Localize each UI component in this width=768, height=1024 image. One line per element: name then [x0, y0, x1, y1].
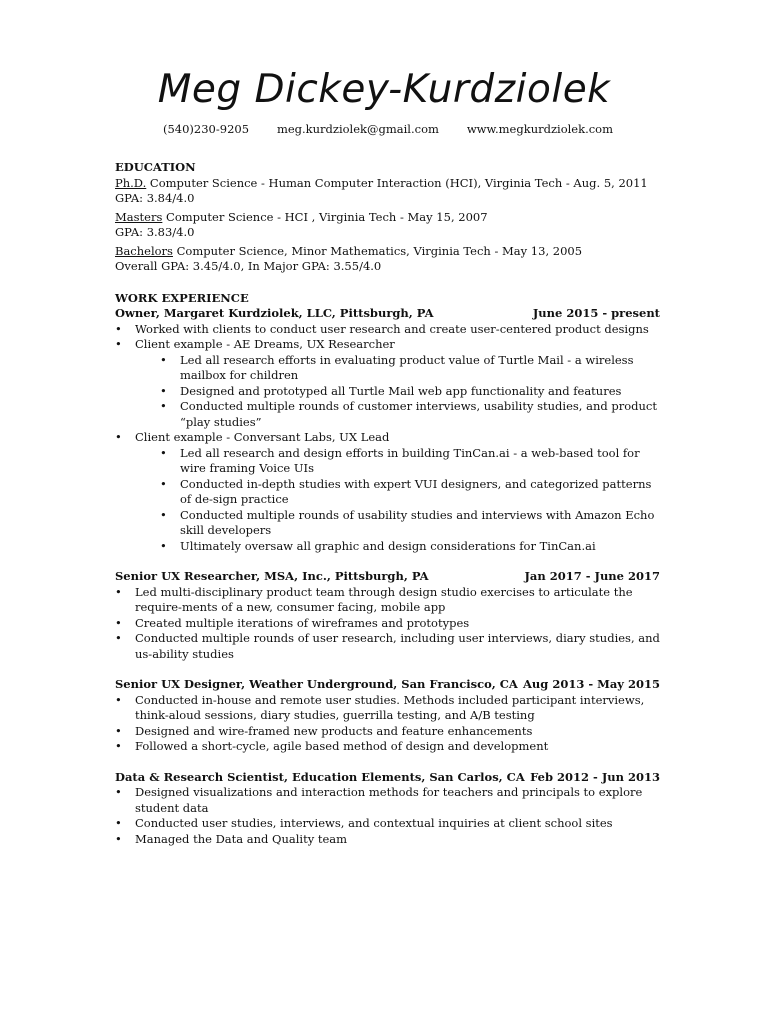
sub-bullet-item [115, 399, 660, 430]
sub-bullet-item [115, 353, 660, 384]
degree-name: Masters [115, 209, 163, 224]
bullet-item [115, 724, 660, 740]
bullet-marker: • [160, 383, 167, 398]
work-heading: WORK EXPERIENCE [115, 290, 249, 305]
job-header [115, 677, 660, 693]
bullet-text: Followed a short-cycle, agile based method of design and development [135, 739, 549, 753]
bullet-marker: • [115, 615, 122, 630]
job-spacer [115, 554, 660, 569]
job-entry [115, 569, 660, 662]
education-entry [115, 176, 660, 207]
bullet-item [115, 585, 660, 616]
job-role: Senior UX Designer, Weather Underground, San Francisco, CA [115, 677, 518, 691]
bullet-marker: • [115, 430, 122, 444]
job-spacer [115, 755, 660, 770]
sub-bullet-item [115, 384, 660, 400]
education-entry [115, 244, 660, 275]
job-entry [115, 677, 660, 755]
bullet-item [115, 337, 660, 353]
bullet-text: Worked with clients to conduct user research and create user-centered product designs [135, 321, 649, 336]
bullet-marker: • [115, 723, 122, 738]
sub-bullet-text: Ultimately oversaw all graphic and design considerations for TinCan.ai [180, 538, 596, 553]
job-entry [115, 770, 660, 848]
bullet-item [115, 816, 660, 832]
education-entry [115, 210, 660, 241]
resume-name: Meg Dickey-Kurdziolek [157, 67, 611, 112]
job-entry [115, 306, 660, 554]
bullet-text: Created multiple iterations of wireframes and prototypes [135, 615, 470, 630]
bullet-marker: • [115, 631, 122, 645]
job-header [115, 306, 660, 322]
bullet-marker: • [115, 321, 122, 336]
sub-bullet-text: Designed and prototyped all Turtle Mail web app functionality and features [180, 383, 622, 398]
gpa-line: GPA: 3.84/4.0 [115, 191, 195, 205]
bullet-item [115, 693, 660, 724]
bullet-marker: • [115, 692, 122, 707]
bullet-text: Designed and wire-framed new products and feature enhancements [135, 723, 533, 738]
contact-email: meg.kurdziolek@gmail.com [276, 122, 439, 136]
job-role: Senior UX Researcher, MSA, Inc., Pittsburgh, PA [115, 569, 429, 583]
bullet-marker: • [160, 445, 167, 460]
education-heading: EDUCATION [115, 160, 196, 174]
bullet-marker: • [115, 337, 122, 351]
education-list [115, 176, 660, 275]
bullet-marker: • [160, 399, 167, 413]
bullet-marker: • [115, 785, 122, 799]
job-role: Data & Research Scientist, Education Elements, San Carlos, CA [115, 769, 525, 784]
education-degree-line [115, 244, 660, 260]
bullet-marker: • [160, 507, 167, 522]
bullet-item [115, 322, 660, 338]
education-degree-line [115, 176, 660, 192]
bullet-text: Led multi-disciplinary product team through design studio exercises to articulate the require-ments of a new, consumer facing, mobile app [135, 584, 633, 614]
sub-bullet-text: Led all research efforts in evaluating product value of Turtle Mail - a wireless mailbox for children [180, 352, 634, 382]
bullet-text: Designed visualizations and interaction methods for teachers and principals to explore student data [135, 785, 643, 815]
bullet-item [115, 430, 660, 446]
sub-bullet-item [115, 477, 660, 508]
bullet-text: Client example - Conversant Labs, UX Lead [135, 430, 390, 444]
job-header [115, 770, 660, 786]
bullet-marker: • [115, 739, 122, 753]
degree-detail: Computer Science, Minor Mathematics, Virginia Tech - May 13, 2005 [172, 243, 583, 258]
degree-name: Bachelors [115, 243, 173, 258]
resume-content [115, 160, 660, 847]
job-dates: Aug 2013 - May 2015 [523, 677, 660, 691]
sub-bullet-text: Conducted multiple rounds of usability studies and interviews with Amazon Echo skill developers [180, 507, 655, 537]
degree-detail: Computer Science - Human Computer Interaction (HCI), Virginia Tech - Aug. 5, 2011 [146, 175, 648, 190]
gpa-line: GPA: 3.83/4.0 [115, 225, 195, 239]
contact-line [163, 122, 613, 138]
bullet-marker: • [115, 584, 122, 599]
job-spacer [115, 662, 660, 677]
contact-phone: (540)230-9205 [163, 122, 250, 136]
bullet-marker: • [115, 816, 122, 830]
job-dates: Jan 2017 - June 2017 [524, 569, 660, 583]
contact-website: www.megkurdziolek.com [466, 122, 613, 136]
work-experience-list [115, 306, 660, 847]
bullet-item [115, 785, 660, 816]
job-dates: June 2015 - present [532, 306, 660, 320]
bullet-marker: • [160, 476, 167, 491]
bullet-item [115, 739, 660, 755]
gpa-line: Overall GPA: 3.45/4.0, In Major GPA: 3.55/4.0 [115, 259, 382, 273]
bullet-text: Conducted user studies, interviews, and contextual inquiries at client school sites [135, 816, 613, 830]
bullet-text: Conducted multiple rounds of user research, including user interviews, diary studies, and us-ability studies [135, 631, 660, 661]
bullet-text: Client example - AE Dreams, UX Researcher [135, 337, 395, 351]
bullet-item [115, 631, 660, 662]
sub-bullet-text: Conducted multiple rounds of customer interviews, usability studies, and product “play studies” [180, 399, 657, 429]
job-dates: Feb 2012 - Jun 2013 [530, 769, 660, 784]
sub-bullet-item [115, 539, 660, 555]
bullet-marker: • [160, 352, 167, 367]
sub-bullet-item [115, 446, 660, 477]
degree-name: Ph.D. [115, 175, 147, 190]
sub-bullet-item [115, 508, 660, 539]
bullet-marker: • [115, 831, 122, 846]
job-role: Owner, Margaret Kurdziolek, LLC, Pittsburgh, PA [115, 306, 434, 320]
bullet-item [115, 832, 660, 848]
education-degree-line [115, 210, 660, 226]
bullet-marker: • [160, 538, 167, 553]
sub-bullet-text: Conducted in-depth studies with expert VUI designers, and categorized patterns of de-sign practice [180, 476, 652, 506]
bullet-text: Conducted in-house and remote user studies. Methods included participant interviews, think-aloud sessions, diary studies, guerrilla testing, and A/B testing [135, 692, 645, 722]
job-header [115, 569, 660, 585]
bullet-item [115, 616, 660, 632]
bullet-text: Managed the Data and Quality team [135, 831, 348, 846]
degree-detail: Computer Science - HCI , Virginia Tech - May 15, 2007 [162, 209, 488, 224]
sub-bullet-text: Led all research and design efforts in building TinCan.ai - a web-based tool for wire framing Voice UIs [180, 445, 640, 475]
